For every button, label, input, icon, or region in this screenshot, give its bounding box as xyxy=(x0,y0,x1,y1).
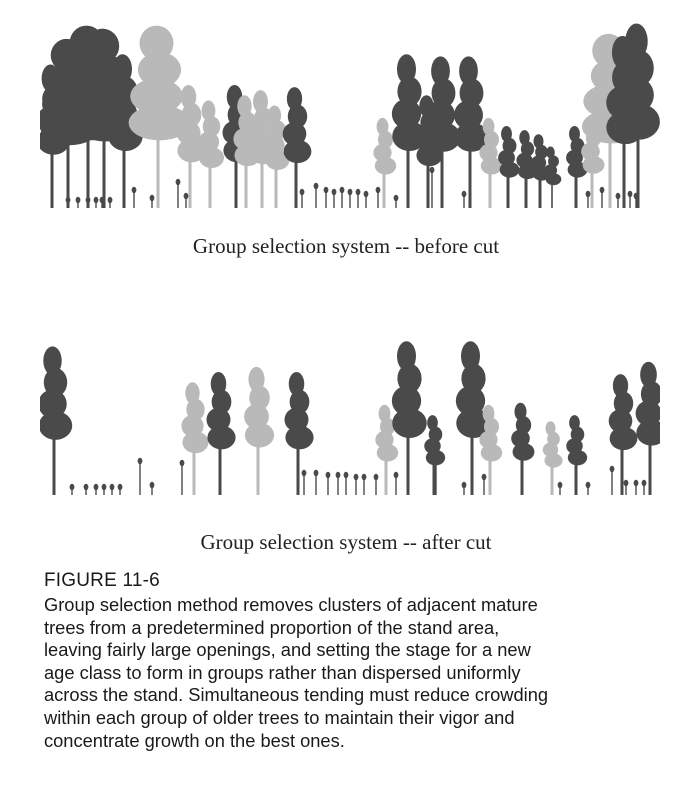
seedling-icon xyxy=(356,189,361,208)
seedling-icon xyxy=(344,472,349,495)
seedling-icon xyxy=(94,197,99,208)
seedling-icon xyxy=(180,460,185,495)
seedling-icon xyxy=(332,189,337,208)
seedling-icon xyxy=(354,474,359,495)
seedling-icon xyxy=(66,197,71,208)
seedling-icon xyxy=(364,191,369,208)
seedling-icon xyxy=(138,458,143,495)
seedling-icon xyxy=(86,197,91,208)
seedling-icon xyxy=(482,474,487,495)
seedling-icon xyxy=(634,480,639,495)
after-cut-illustration xyxy=(40,340,660,502)
figure-caption-line: concentrate growth on the best ones. xyxy=(44,729,345,751)
seedling-icon xyxy=(314,183,319,208)
tree-icon xyxy=(181,382,208,495)
seedling-icon xyxy=(362,474,367,495)
before-cut-illustration xyxy=(40,22,660,214)
figure-caption-line: age class to form in groups rather than dispersed uniformly xyxy=(44,661,521,683)
before-cut-caption: Group selection system -- before cut xyxy=(192,234,500,258)
seedling-icon xyxy=(84,484,89,495)
seedling-icon xyxy=(118,484,123,495)
seedling-icon xyxy=(394,472,399,495)
seedling-icon xyxy=(324,187,329,208)
tree-icon xyxy=(283,87,312,208)
seedling-icon xyxy=(132,187,137,208)
seedling-icon xyxy=(76,197,81,208)
tree-icon xyxy=(426,56,461,208)
seedling-icon xyxy=(340,187,345,208)
seedling-icon xyxy=(624,480,629,495)
seedling-icon xyxy=(348,189,353,208)
figure-caption-line: across the stand. Simultaneous tending must reduce crowding xyxy=(44,684,549,706)
after-cut-trees xyxy=(40,340,660,502)
seedling-icon xyxy=(462,482,467,495)
tree-icon xyxy=(40,346,72,495)
seedling-icon xyxy=(70,484,75,495)
before-cut-trees xyxy=(40,22,660,214)
figure-caption-line: Group selection method removes clusters of adjacent mature xyxy=(44,594,538,615)
tree-icon xyxy=(285,372,314,495)
figure-caption-line: trees from a predetermined proportion of the stand area, xyxy=(44,616,500,638)
seedling-icon xyxy=(314,470,319,495)
seedling-icon xyxy=(462,191,467,208)
seedling-icon xyxy=(610,466,615,495)
tree-icon xyxy=(636,362,660,495)
seedling-icon xyxy=(184,193,189,208)
seedling-icon xyxy=(586,191,591,208)
seedling-icon xyxy=(394,195,399,208)
seedling-icon xyxy=(102,484,107,495)
figure-label: FIGURE 11-6 xyxy=(44,570,160,591)
seedling-icon xyxy=(616,193,621,208)
seedling-icon xyxy=(642,480,647,495)
seedling-icon xyxy=(108,197,113,208)
seedling-icon xyxy=(586,482,591,495)
tree-icon xyxy=(609,374,638,495)
figure-caption-line: within each group of older trees to maintain their vigor and xyxy=(44,706,515,728)
tree-icon xyxy=(454,56,489,208)
tree-icon xyxy=(129,26,191,208)
seedling-icon xyxy=(176,179,181,208)
tree-icon xyxy=(244,367,274,495)
seedling-icon xyxy=(374,474,379,495)
seedling-icon xyxy=(430,167,435,208)
seedling-icon xyxy=(110,484,115,495)
figure-caption xyxy=(44,594,684,752)
seedling-icon xyxy=(558,482,563,495)
seedling-icon xyxy=(150,482,155,495)
seedling-icon xyxy=(600,187,605,208)
tree-icon xyxy=(566,415,587,495)
seedling-icon xyxy=(376,187,381,208)
tree-icon xyxy=(511,403,534,495)
tree-icon xyxy=(392,341,427,495)
seedling-icon xyxy=(150,195,155,208)
figure-caption-line: leaving fairly large openings, and setting the stage for a new xyxy=(44,639,531,661)
seedling-icon xyxy=(326,472,331,495)
seedling-icon xyxy=(628,191,633,208)
seedling-icon xyxy=(336,472,341,495)
after-cut-caption: Group selection system -- after cut xyxy=(200,530,492,554)
seedling-icon xyxy=(300,189,305,208)
tree-icon xyxy=(207,372,236,495)
seedling-icon xyxy=(302,470,307,495)
seedling-icon xyxy=(94,484,99,495)
tree-icon xyxy=(373,118,396,208)
tree-icon xyxy=(198,100,224,208)
tree-icon xyxy=(498,126,519,208)
